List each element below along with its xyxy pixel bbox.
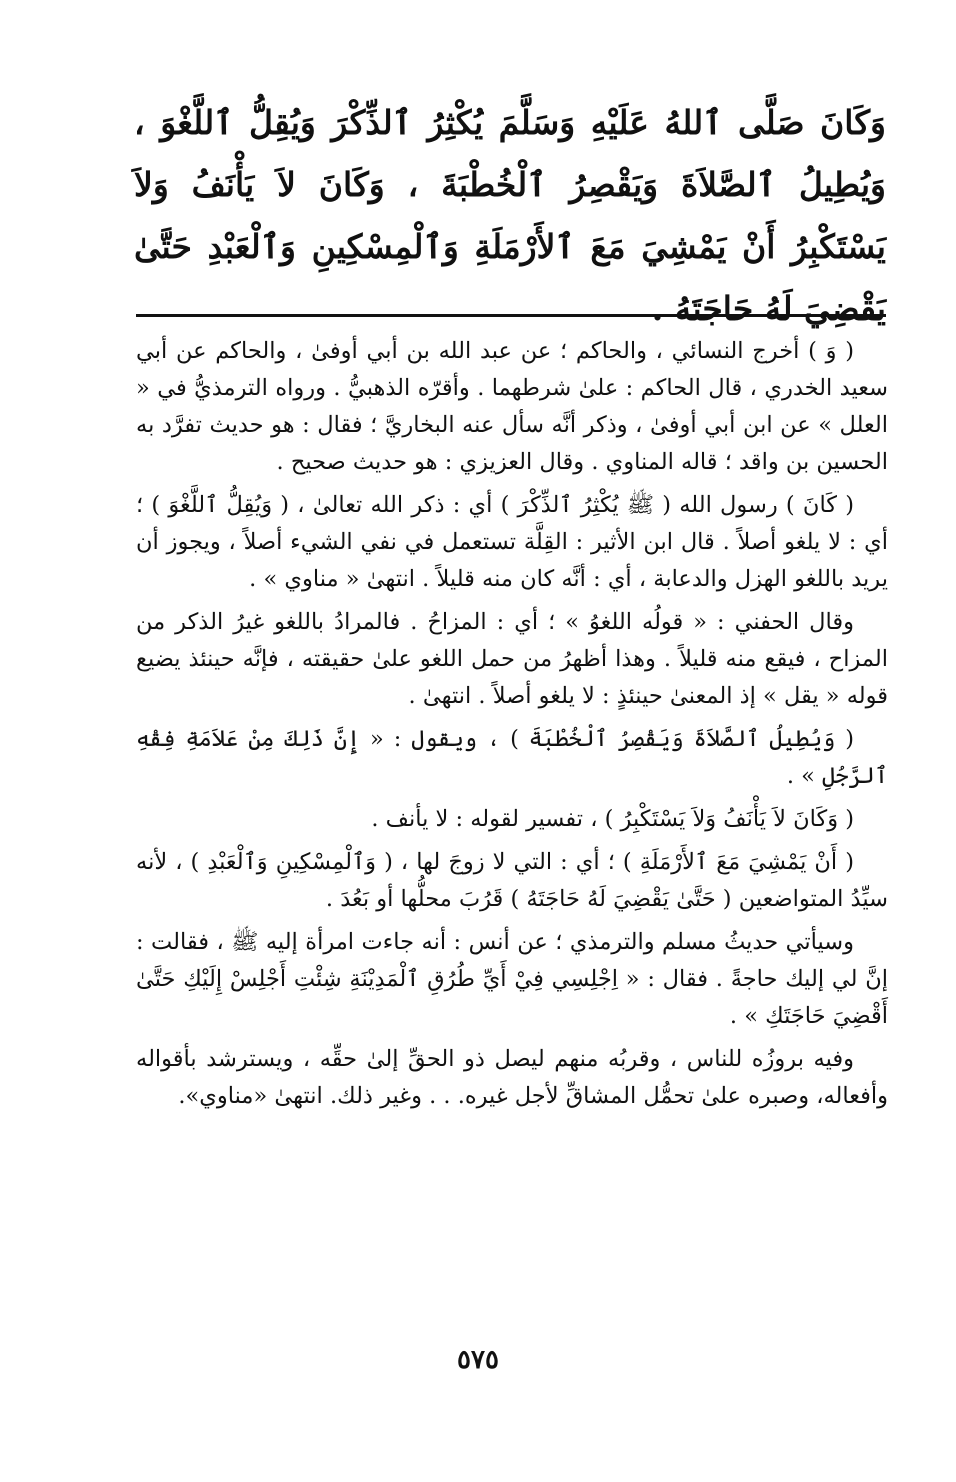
commentary-paragraph: ( وَ ) أخرج النسائي ، والحاكم ؛ عن عبد الله بن أبي أوفىٰ ، والحاكم عن أبي سعيد الخدري ، قال الحاكم : علىٰ شرطهما . وأقرّه الذهبيُّ . ورواه الترمذيُّ في « العلل » عن ابن أبي أوفىٰ ، وذكر أنَّه سأل عنه البخاريَّ ؛ فقال : هو حديث تفرَّد به الحسين بن واقد ؛ قاله المناوي . وقال العزيزي : هو حديث صحيح . (136, 338, 888, 475)
hadith-text: وَكَانَ صَلَّى ٱللهُ عَلَيْهِ وَسَلَّمَ يُكْثِرُ ٱلذِّكْرَ وَيُقِلُّ ٱللَّغْوَ ، وَيُطِيلُ ٱلصَّلاَةَ وَيَقْصِرُ ٱلْخُطْبَةَ ، وَكَانَ لاَ يَأْنَفُ وَلاَ يَسْتَكْبِرُ أَنْ يَمْشِيَ مَعَ ٱلأَرْمَلَةِ وَٱلْمِسْكِينِ وَٱلْعَبْدِ حَتَّىٰ يَقْضِيَ لَهُ حَاجَتَهُ . (134, 103, 886, 328)
commentary-paragraph: وفيه بروزُه للناس ، وقربُه منهم ليصل ذو الحقِّ إلىٰ حقِّه ، ويسترشد بأقواله وأفعاله، وصبره علىٰ تحمُّل المشاقِّ لأجل غيره. . . وغير ذلك. انتهىٰ «مناوي». (136, 1046, 888, 1109)
commentary-paragraph: وقال الحفني : « قولُه اللغوُ » ؛ أي : المزاحُ . فالمرادُ باللغو غيرُ الذكر من المزاح ، فيقع منه قليلاً . وهذا أظهرُ من حمل اللغو علىٰ حقيقته ، فإنَّه حينئذ يضيع قوله « يقل » إذ المعنىٰ حينئذٍ : لا يلغو أصلاً . انتهىٰ . (136, 609, 888, 709)
commentary-paragraph: ( أَنْ يَمْشِيَ مَعَ ٱلأَرْمَلَةِ ) ؛ أي : التي لا زوجَ لها ، ( وَٱلْمِسْكِينِ وَٱلْعَبْدِ ) ، لأنه سيِّدُ المتواضعين ( حَتَّىٰ يَقْضِيَ لَهُ حَاجَتَهُ ) قَرُبَ محلُّها أو بَعُدَ . (136, 849, 888, 912)
commentary-paragraph: ( كَانَ ) رسول الله ( ﷺ يُكْثِرُ ٱلذِّكْرَ ) أي : ذكر الله تعالىٰ ، ( وَيُقِلُّ ٱللَّغْوَ ) ؛ أي : لا يلغو أصلاً . قال ابن الأثير : القِلَّة تستعمل في نفي الشيء أصلاً ، ويجوز أن يريد باللغو الهزل والدعابة ، أي : أنَّه كان منه قليلاً . انتهىٰ « مناوي » . (136, 492, 888, 592)
commentary-paragraph: ( وَيُطِيلُ ٱلصَّلاَةَ وَيَقْصِرُ ٱلْخُطْبَةَ ) ، ويقول : « إِنَّ ذَلِكَ مِنْ عَلاَمَةِ فِقْهِ ٱلرَّجُلِ » . (136, 726, 888, 789)
commentary-paragraph: ( وَكَانَ لاَ يَأْنَفُ وَلاَ يَسْتَكْبِرُ ) ، تفسير لقوله : لا يأنف . (371, 806, 854, 832)
commentary (136, 333, 888, 1121)
commentary-paragraph: وسيأتي حديثُ مسلم والترمذي ؛ عن أنس : أنه جاءت امرأة إليه ﷺ ، فقالت : إنَّ لي إليك حاجةً . فقال : « اِجْلِسِي فِيْ أَيِّ طُرُقِ ٱلْمَدِيْنَةِ شِئْتِ أَجْلِسْ إِلَيْكِ حَتَّىٰ أَقْضِيَ حَاجَتَكِ » . (136, 929, 888, 1029)
page-number: ٥٧٥ (457, 1345, 499, 1375)
divider-line (136, 314, 886, 317)
